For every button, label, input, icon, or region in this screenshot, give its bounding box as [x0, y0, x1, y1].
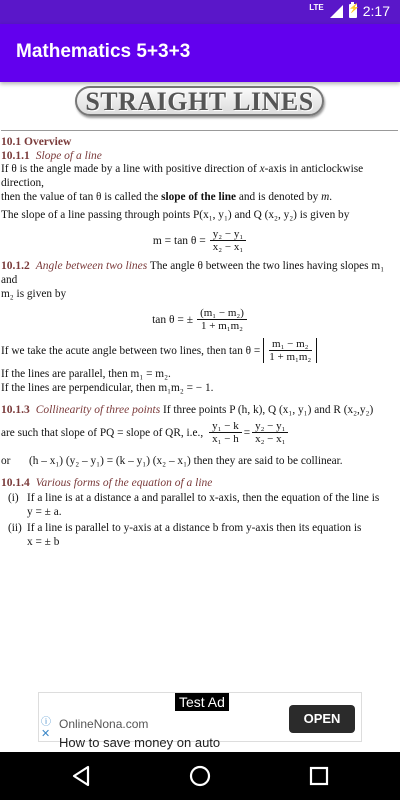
denominator: 1 + m₁m₂ [200, 320, 243, 332]
subsection-title: Various forms of the equation of a line [35, 477, 213, 489]
parallel-text: If the lines are parallel, then m₁ = m₂. [1, 368, 171, 380]
subsection-slope-heading [1, 150, 398, 162]
close-icon[interactable]: ✕ [41, 728, 51, 740]
home-circle-icon[interactable] [188, 764, 212, 788]
signal-icon [330, 5, 343, 18]
text: If θ is the angle made by a line with positive direction of [1, 163, 260, 175]
angle-formula [1, 307, 398, 332]
text: and is denoted by [236, 191, 322, 203]
chapter-banner-box [75, 86, 323, 116]
battery-icon [349, 4, 357, 18]
subsection-number: 10.1.3 [1, 404, 30, 416]
numerator: y₂ − y₁ [210, 228, 246, 241]
formula-fraction [210, 228, 246, 253]
denominator: x₂ − x₁ [212, 241, 244, 253]
denominator: x₂ − x₁ [255, 433, 286, 445]
acute-angle-row [1, 338, 398, 363]
text-var: m [321, 191, 330, 203]
subsection-title: Collinearity of three points [35, 404, 161, 416]
collinearity-or-row [1, 455, 398, 467]
info-icon[interactable]: ⓘ [41, 717, 51, 728]
numerator: y₁ − k [209, 420, 242, 433]
absolute-value [263, 338, 317, 363]
divider [1, 130, 398, 131]
list-label: (ii) [8, 522, 22, 534]
numerator: (m₁ − m₂) [197, 307, 247, 320]
bold-term: slope of the line [161, 191, 237, 203]
app-title: Mathematics 5+3+3 [16, 41, 191, 62]
list-item [1, 491, 398, 519]
perpendicular-text: If the lines are perpendicular, then m₁m₂ = − 1. [1, 382, 214, 394]
or-label: or [1, 455, 11, 467]
app-bar [0, 24, 400, 82]
text: are such that slope of PQ = slope of QR, i.e., [1, 426, 204, 439]
subsection-forms-heading [1, 477, 398, 489]
chapter-title: STRAIGHT LINES [85, 87, 314, 116]
ad-banner[interactable] [38, 692, 362, 750]
list-text [27, 521, 361, 549]
numerator: y₂ − y₁ [252, 420, 288, 433]
ad-headline[interactable]: How to save money on auto [59, 735, 221, 750]
list-text [27, 491, 379, 519]
slope-paragraph [1, 162, 398, 204]
text: -axis in anticlockwise direction, [1, 163, 364, 189]
denominator: 1 + m₁m₂ [269, 351, 312, 363]
text-var: x [259, 163, 265, 175]
angle-paragraph [1, 259, 398, 301]
subsection-title: Angle between two lines [35, 260, 148, 272]
section-title: Overview [24, 136, 72, 148]
text: y = ± a. [27, 506, 62, 518]
subsection-number: 10.1.4 [1, 477, 30, 489]
formula-fraction [197, 307, 247, 332]
text: (h – x₁) (y₂ – y₁) = (k – y₁) (x₂ – x₁) then they are said to be collinear. [29, 455, 343, 467]
document-view[interactable] [0, 82, 400, 682]
collinearity-condition [1, 420, 398, 445]
numerator: m₁ − m₂ [269, 338, 312, 351]
text: The angle θ between the two lines having slopes m₁ and [1, 260, 385, 286]
text: then the value of tan θ is called the [1, 191, 162, 203]
equals: = [243, 426, 251, 439]
section-overview-heading [1, 136, 398, 148]
denominator: x₁ − h [212, 433, 239, 445]
status-time: 2:17 [362, 3, 390, 19]
ad-url[interactable]: OnlineNona.com [59, 717, 149, 731]
formula-lhs: m = tan θ = [152, 234, 206, 247]
formula-fraction [252, 420, 288, 445]
navigation-bar [0, 752, 400, 800]
text: If we take the acute angle between two lines, then tan θ = [1, 344, 261, 357]
subsection-collinearity-heading [1, 404, 160, 416]
subsection-title: Slope of a line [35, 150, 102, 162]
formula-fraction [209, 420, 242, 445]
text: m₂ is given by [1, 288, 67, 300]
subsection-number: 10.1.1 [1, 150, 30, 162]
collinearity-paragraph [1, 403, 398, 417]
recent-square-icon[interactable] [307, 764, 331, 788]
ad-label: Test Ad [175, 693, 229, 711]
status-bar [0, 0, 400, 24]
list-label: (i) [8, 492, 19, 504]
status-icons [309, 3, 390, 19]
section-number: 10.1 [1, 136, 22, 148]
subsection-angle-heading [1, 260, 147, 272]
text: If a line is at a distance a and parallel to x-axis, then the equation of the line is [27, 492, 380, 504]
slope-points-text: The slope of a line passing through points P(x₁, y₁) and Q (x₂, y₂) is given by [1, 209, 350, 221]
formula-lhs: tan θ = ± [152, 313, 194, 326]
chapter-banner [1, 86, 398, 122]
text: If a line is parallel to y-axis at a distance b from y-axis then its equation is [27, 522, 362, 534]
subsection-number: 10.1.2 [1, 260, 30, 272]
text: . [329, 191, 333, 203]
text: x = ± b [27, 536, 60, 548]
list-item [1, 521, 398, 549]
back-triangle-icon[interactable] [70, 764, 94, 788]
formula-fraction [266, 338, 314, 363]
slope-formula [1, 228, 398, 253]
text: If three points P (h, k), Q (x₁, y₁) and R (x₂,y₂) [160, 404, 374, 416]
open-button[interactable]: OPEN [289, 705, 355, 733]
lte-indicator: LTE [309, 2, 324, 12]
